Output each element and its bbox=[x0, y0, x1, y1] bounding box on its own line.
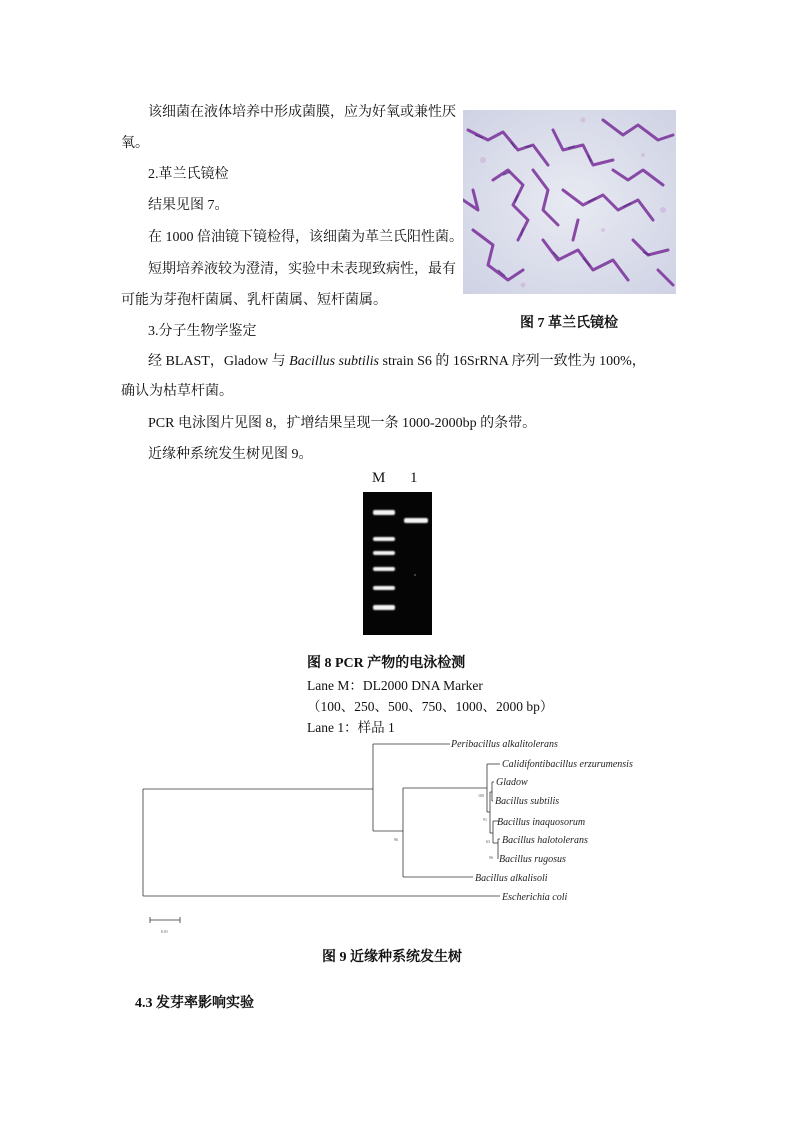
blast-conclusion: 确认为枯草杆菌。 bbox=[121, 384, 233, 399]
section-gram-stain: 2.革兰氏镜检 bbox=[148, 167, 229, 182]
taxon-calidifontibacillus-erzurumensis: Calidifontibacillus erzurumensis bbox=[502, 759, 633, 770]
marker-band-250 bbox=[373, 586, 395, 590]
section-molecular: 3.分子生物学鉴定 bbox=[148, 324, 257, 339]
blast-part1: 经 BLAST，Gladow 与 bbox=[148, 354, 290, 369]
marker-band-500 bbox=[373, 567, 395, 571]
gel-svg bbox=[363, 492, 432, 635]
blast-species: Bacillus subtilis bbox=[289, 354, 380, 369]
fig8-caption: 图 8 PCR 产物的电泳检测 bbox=[307, 656, 466, 671]
marker-band-1000 bbox=[373, 537, 395, 541]
bootstrap-value-3: 63 bbox=[486, 839, 490, 844]
paragraph-short-culture-cont: 可能为芽孢杆菌属、乳杆菌属、短杆菌属。 bbox=[121, 293, 387, 308]
phylogenetic-tree bbox=[140, 735, 680, 940]
taxon-bacillus-rugosus: Bacillus rugosus bbox=[499, 854, 566, 865]
taxon-peribacillus-alkalitolerans: Peribacillus alkalitolerans bbox=[451, 739, 558, 750]
bootstrap-value-1: 100 bbox=[478, 793, 484, 798]
taxon-bacillus-halotolerans: Bacillus halotolerans bbox=[502, 835, 588, 846]
taxon-bacillus-alkalisoli: Bacillus alkalisoli bbox=[475, 873, 548, 884]
marker-band-750 bbox=[373, 551, 395, 555]
gel-lane-1-label: 1 bbox=[410, 470, 418, 486]
paragraph-liquid-culture: 该细菌在液体培养中形成菌膜，应为好氧或兼性厌 bbox=[148, 105, 456, 120]
sample-band bbox=[404, 518, 428, 523]
bootstrap-value-5: 96 bbox=[394, 837, 398, 842]
scale-bar-label: 0.01 bbox=[161, 929, 168, 934]
phylo-tree-svg bbox=[140, 735, 680, 940]
marker-band-100 bbox=[373, 605, 395, 610]
taxon-bacillus-inaquosorum: Bacillus inaquosorum bbox=[497, 817, 586, 828]
lane-m-description: Lane M：DL2000 DNA Marker bbox=[307, 678, 483, 693]
bootstrap-value-2: 91 bbox=[483, 817, 487, 822]
paragraph-liquid-culture-cont: 氧。 bbox=[121, 136, 149, 151]
section-4-3-heading: 4.3 发芽率影响实验 bbox=[135, 996, 254, 1011]
gram-stain-micrograph bbox=[463, 110, 676, 294]
fig9-caption: 图 9 近缘种系统发生树 bbox=[322, 950, 462, 965]
blast-part2: strain S6 的 16SrRNA 序列一致性为 100%， bbox=[379, 354, 646, 369]
pcr-result-text: PCR 电泳图片见图 8，扩增结果呈现一条 1000-2000bp 的条带。 bbox=[148, 416, 537, 431]
phylo-tree-text: 近缘种系统发生树见图 9。 bbox=[148, 447, 313, 462]
electrophoresis-gel bbox=[363, 492, 432, 635]
marker-band-2000 bbox=[373, 510, 395, 515]
taxon-escherichia-coli: Escherichia coli bbox=[502, 892, 568, 903]
bootstrap-value-4: 96 bbox=[489, 855, 493, 860]
lane-m-sizes: （100、250、500、750、1000、2000 bp） bbox=[307, 699, 554, 714]
lane-1-description: Lane 1：样品 1 bbox=[307, 720, 395, 735]
taxon-gladow: Gladow bbox=[496, 777, 528, 788]
fig7-caption: 图 7 革兰氏镜检 bbox=[520, 316, 618, 331]
result-fig7: 结果见图 7。 bbox=[148, 198, 229, 213]
blast-result bbox=[148, 353, 646, 371]
micrograph-svg bbox=[463, 110, 676, 294]
oil-lens-result: 在 1000 倍油镜下镜检得，该细菌为革兰氏阳性菌。 bbox=[148, 230, 463, 245]
paragraph-short-culture: 短期培养液较为澄清，实验中未表现致病性，最有 bbox=[148, 262, 456, 277]
gel-lane-m-label: M bbox=[372, 470, 386, 486]
taxon-bacillus-subtilis: Bacillus subtilis bbox=[495, 796, 560, 807]
